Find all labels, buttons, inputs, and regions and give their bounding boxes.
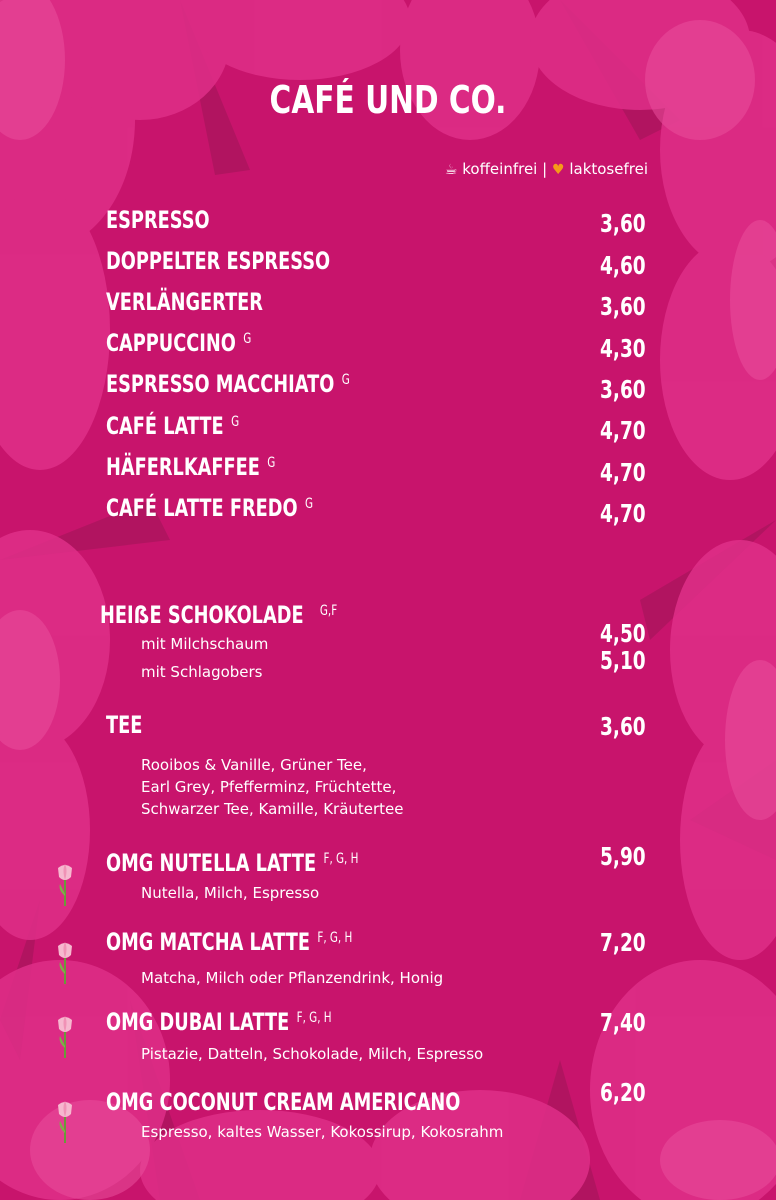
- menu-item-name: ESPRESSO MACCHIATO $^G$: [106, 370, 350, 398]
- legend-koffeinfrei: koffeinfrei: [462, 160, 538, 178]
- option-label: mit Milchschaum: [141, 635, 269, 653]
- tulip-icon: [54, 940, 76, 984]
- menu-item-price: 4,30: [600, 334, 646, 363]
- option-price: 4,50: [600, 619, 646, 648]
- legend-laktosefrei: laktosefrei: [569, 160, 648, 178]
- tulip-icon: [54, 1099, 76, 1143]
- menu-item-name: OMG COCONUT CREAM AMERICANO: [106, 1088, 461, 1116]
- menu-item-price: 7,20: [600, 928, 646, 957]
- menu-item-name: VERLÄNGERTER: [106, 288, 263, 316]
- menu-item-name: HEIẞE SCHOKOLADE $^{G,F}$: [100, 601, 338, 629]
- menu-item-name: OMG NUTELLA LATTE $^{F, G, H}$: [106, 849, 359, 877]
- tulip-icon: [54, 862, 76, 906]
- tea-varieties-line: Schwarzer Tee, Kamille, Kräutertee: [141, 800, 404, 818]
- menu-item-price: 3,60: [600, 375, 646, 404]
- legend-separator: |: [542, 160, 548, 178]
- tea-varieties-line: Earl Grey, Pfefferminz, Früchtette,: [141, 778, 397, 796]
- tea-varieties-line: Rooibos & Vanille, Grüner Tee,: [141, 756, 367, 774]
- menu-item-name: HÄFERLKAFFEE $^G$: [106, 453, 276, 481]
- menu-item-price: 4,60: [600, 251, 646, 280]
- menu-item-name: ESPRESSO: [106, 206, 210, 234]
- tulip-icon: [54, 1014, 76, 1058]
- menu-item-price: 3,60: [600, 292, 646, 321]
- menu-item-price: 6,20: [600, 1078, 646, 1107]
- option-label: mit Schlagobers: [141, 663, 263, 681]
- menu-item-price: 3,60: [600, 209, 646, 238]
- menu-item-price: 4,70: [600, 416, 646, 445]
- orange-heart-icon: ♥: [551, 162, 565, 178]
- menu-item-description: Espresso, kaltes Wasser, Kokossirup, Kokosrahm: [141, 1123, 504, 1141]
- menu-item-name: CAFÉ LATTE FREDO $^G$: [106, 494, 314, 522]
- menu-item-description: Matcha, Milch oder Pflanzendrink, Honig: [141, 969, 444, 987]
- menu-item-price: 5,90: [600, 842, 646, 871]
- menu-item-price: 4,70: [600, 458, 646, 487]
- menu-item-price: 4,70: [600, 499, 646, 528]
- legend: [445, 160, 648, 178]
- menu-item-description: Nutella, Milch, Espresso: [141, 884, 320, 902]
- menu-item-name: TEE: [106, 711, 143, 739]
- option-price: 5,10: [600, 646, 646, 675]
- menu-item-description: Pistazie, Datteln, Schokolade, Milch, Espresso: [141, 1045, 484, 1063]
- menu-item-price: 7,40: [600, 1008, 646, 1037]
- menu-item-name: CAFÉ LATTE $^G$: [106, 412, 240, 440]
- menu-item-price: 3,60: [600, 712, 646, 741]
- menu-item-name: OMG DUBAI LATTE $^{F, G, H}$: [106, 1008, 332, 1036]
- menu-item-name: DOPPELTER ESPRESSO: [106, 247, 331, 275]
- page-title: CAFÉ UND CO.: [269, 78, 507, 122]
- menu-item-name: CAPPUCCINO $^G$: [106, 329, 252, 357]
- menu-item-name: OMG MATCHA LATTE $^{F, G, H}$: [106, 928, 353, 956]
- coffee-cup-icon: ☕: [444, 162, 458, 178]
